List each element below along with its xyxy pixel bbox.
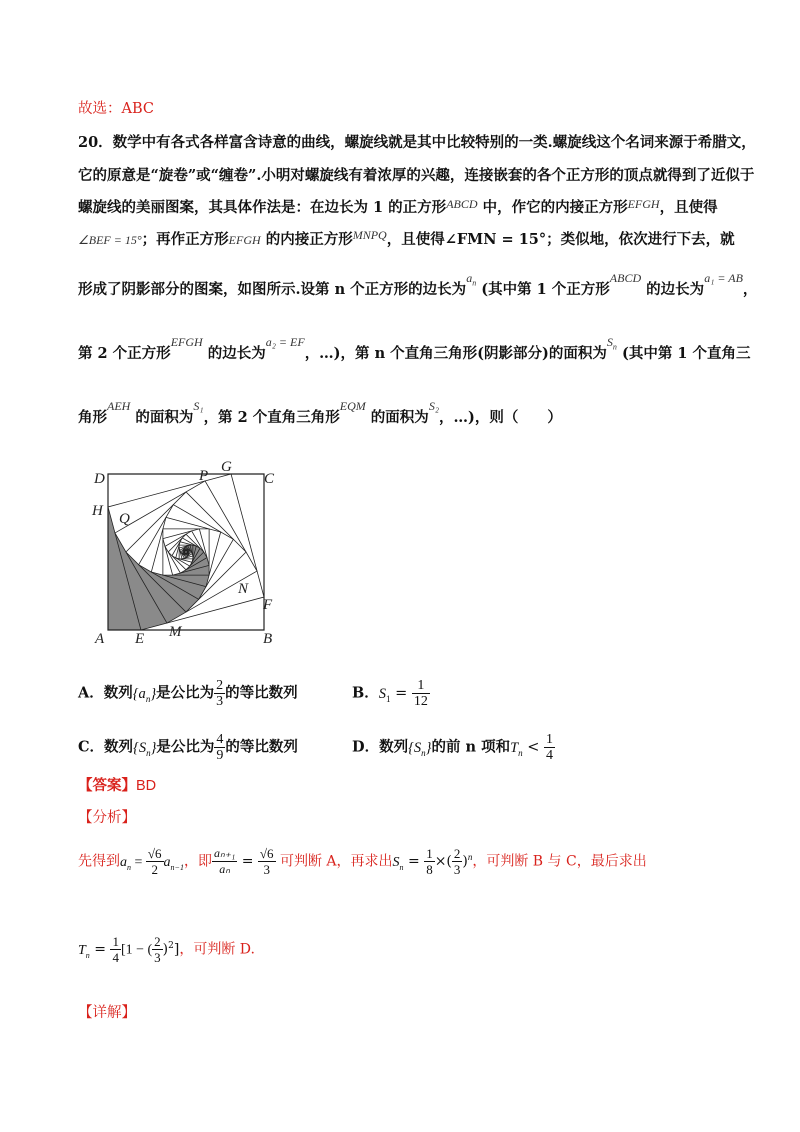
option-A: A．数列$\{a_n\}$是公比为 $\frac{2}{3}$ 的等比数列 <box>78 678 298 709</box>
question-line-4: ∠BEF = 15°；再作正方形EFGH 的内接正方形$^{MNPQ}$，且使得∠FMN = 15°；类似地，依次进行下去，就 <box>78 228 735 248</box>
analysis-line-1: 先得到$a_n$ = $\frac{√6}{2}$ $a_{n-1}$，即 $\frac{\text{aₙ₊₁}}{\text{aₙ}}$ = $\frac{√6}{3}$ 可判断 A，再求出$S_n$ = $\frac{1}{8}$ ×( $\frac{2}{3}$ )$^n$，可判断 B 与 C，最后求出 <box>78 846 647 877</box>
label-M: M <box>169 624 182 640</box>
label-F: F <box>263 597 273 613</box>
label-H: H <box>92 503 103 519</box>
label-G: G <box>221 459 232 475</box>
option-B: B．$S_1$ = $\frac{1}{12}$ <box>352 678 428 709</box>
label-E: E <box>135 631 145 647</box>
label-Q: Q <box>119 511 130 527</box>
question-line-1: 20．数学中有各式各样富含诗意的曲线，螺旋线就是其中比较特别的一类.螺旋线这个名词来源于希腊文， <box>78 134 756 151</box>
option-C: C．数列$\{S_n\}$是公比为 $\frac{4}{9}$ 的等比数列 <box>78 732 298 763</box>
label-N: N <box>238 581 249 597</box>
label-B: B <box>263 631 273 647</box>
previous-answer: 故选：ABC <box>78 101 154 117</box>
analysis-label: 【分析】 <box>78 810 136 826</box>
spiral-squares <box>108 474 264 630</box>
detail-label: 【详解】 <box>78 1005 136 1021</box>
analysis-line-2: $T_n$ = $\frac{1}{4}$ [1 − ( $\frac{2}{3}$ )$^2$]，可判断 D. <box>78 934 255 965</box>
nested-square <box>185 551 187 553</box>
answer-line: 【答案】BD <box>78 777 157 794</box>
question-line-7: 角形$^{AEH}$ 的面积为$^{S_1}$，第 2 个直角三角形$^{EQM}$ 的面积为$^{S_2}$，…)，则（ ） <box>78 399 562 426</box>
question-line-5: 形成了阴影部分的图案，如图所示.设第 n 个正方形的边长为$^{a_n}$ (其中第 1 个正方形$^{ABCD}$ 的边长为$^{a_1 = AB}$， <box>78 271 758 298</box>
question-line-2: 它的原意是“旋卷”或“缠卷”.小明对螺旋线有着浓厚的兴趣，连接嵌套的各个正方形的顶点就得到了近似于 <box>78 167 755 184</box>
spiral-squares-figure <box>78 452 298 652</box>
option-D: D．数列$\{S_n\}$的前 n 项和$T_n$ < $\frac{1}{4}$ <box>352 732 554 763</box>
label-P: P <box>199 468 209 484</box>
label-D: D <box>94 471 105 487</box>
label-C: C <box>264 471 275 487</box>
label-A: A <box>95 631 105 647</box>
question-line-6: 第 2 个正方形$^{EFGH}$ 的边长为$^{a_2 = EF}$，…)，第 n 个直角三角形(阴影部分)的面积为$^{S_n}$ (其中第 1 个直角三 <box>78 335 751 362</box>
question-line-3: 螺旋线的美丽图案，其具体作法是：在边长为 1 的正方形$^{ABCD}$ 中，作它的内接正方形$^{EFGH}$，且使得 <box>78 197 718 216</box>
